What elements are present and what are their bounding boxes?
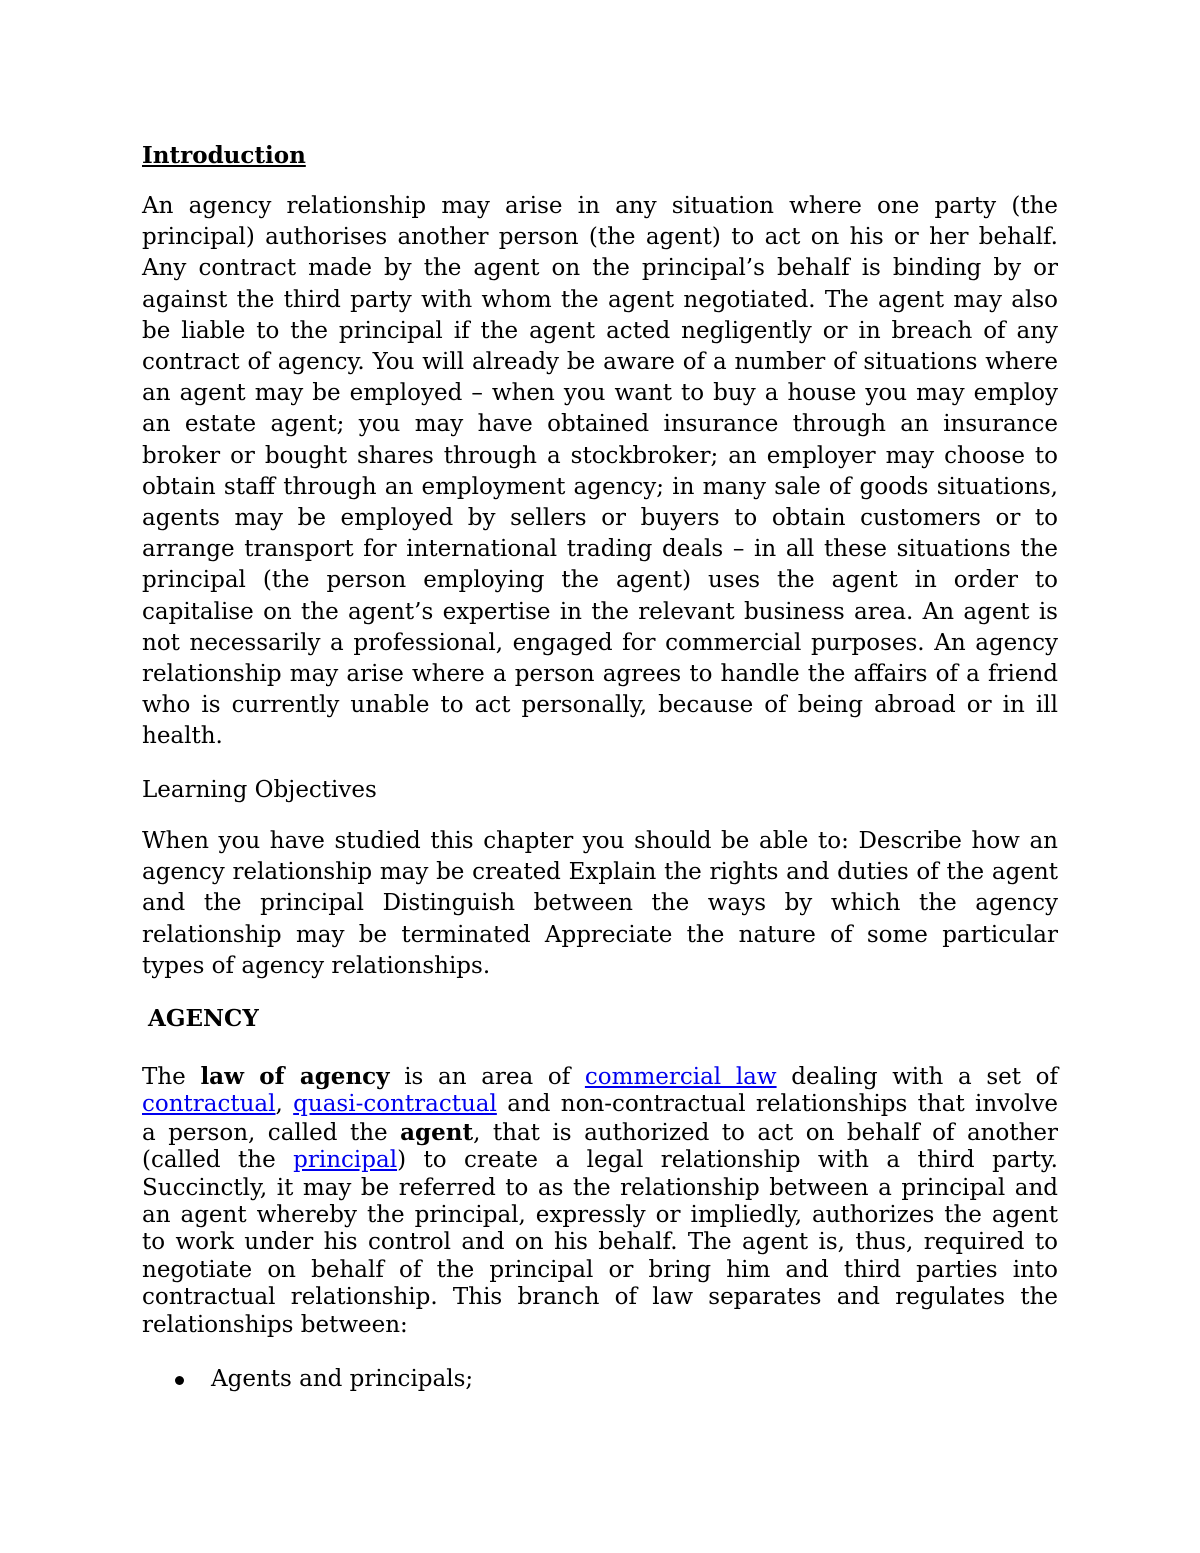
agency-heading: AGENCY bbox=[148, 1005, 259, 1032]
relationships-list bbox=[142, 1364, 473, 1395]
learning-objectives-heading: Learning Objectives bbox=[142, 777, 377, 803]
law-of-agency-paragraph bbox=[142, 1063, 1058, 1339]
text-is-an-area: is an area of bbox=[389, 1064, 585, 1090]
text-the: The bbox=[142, 1064, 201, 1090]
learning-objectives-paragraph: When you have studied this chapter you should be able to: Describe how an agency relationship may be created Explain the rights and duties of the agent and the principal Distinguish between the ways by which the agency relationship may be terminated Appreciate the nature of some particular types of agency relationships. bbox=[142, 828, 1058, 979]
commercial-law-link[interactable]: commercial law bbox=[584, 1064, 777, 1090]
agent-term: agent bbox=[400, 1118, 474, 1146]
contractual-link[interactable]: contractual bbox=[142, 1091, 276, 1118]
bullet-icon bbox=[175, 1376, 184, 1385]
text-authorized: , that is authorized to act on behalf of another (called the bbox=[142, 1119, 1058, 1174]
introduction-paragraph: An agency relationship may arise in any situation where one party (the principal) authorises another person (the agent) to act on his or her behalf. Any contract made by the agent on the principal’s behalf is binding by or against the third party with whom the agent negotiated. The agent may also be liable to the principal if the agent acted negligently or in breach of any contract of agency. You will already be aware of a number of situations where an agent may be employed – when you want to buy a house you may employ an estate agent; you may have obtained insurance through an insurance broker or bought shares through a stockbroker; an employer may choose to obtain staff through an employment agency; in many sale of goods situations, agents may be employed by sellers or buyers to obtain customers or to arrange transport for international trading deals – in all these situations the principal (the person employing the agent) uses the agent in order to capitalise on the agent’s expertise in the relevant business area. An agent is not necessarily a professional, engaged for commercial purposes. An agency relationship may arise where a person agrees to handle the affairs of a friend who is currently unable to act personally, because of being abroad or in ill health. bbox=[142, 193, 1058, 750]
text-dealing: dealing with a set of bbox=[776, 1064, 1059, 1090]
introduction-heading: Introduction bbox=[142, 142, 306, 169]
text-comma: , bbox=[275, 1091, 294, 1118]
text-and-non-contractual: and non-contractual relationships that involve a person, called the bbox=[142, 1091, 1058, 1146]
list-item bbox=[142, 1364, 473, 1395]
quasi-contractual-link[interactable]: quasi-contractual bbox=[293, 1091, 497, 1118]
text-rest: ) to create a legal relationship with a third party. Succinctly, it may be referred to as the relationship between a principal and an agent whereby the principal, expressly or impliedly, authorizes the agent to work under his control and on his behalf. The agent is, thus, required to negotiate on behalf of the principal or bring him and third parties into contractual relationship. This branch of law separates and regulates the relationships between: bbox=[142, 1147, 1058, 1338]
list-item-text: Agents and principals; bbox=[211, 1366, 474, 1392]
law-of-agency-term: law of agency bbox=[200, 1063, 390, 1090]
principal-link[interactable]: principal bbox=[293, 1147, 398, 1174]
